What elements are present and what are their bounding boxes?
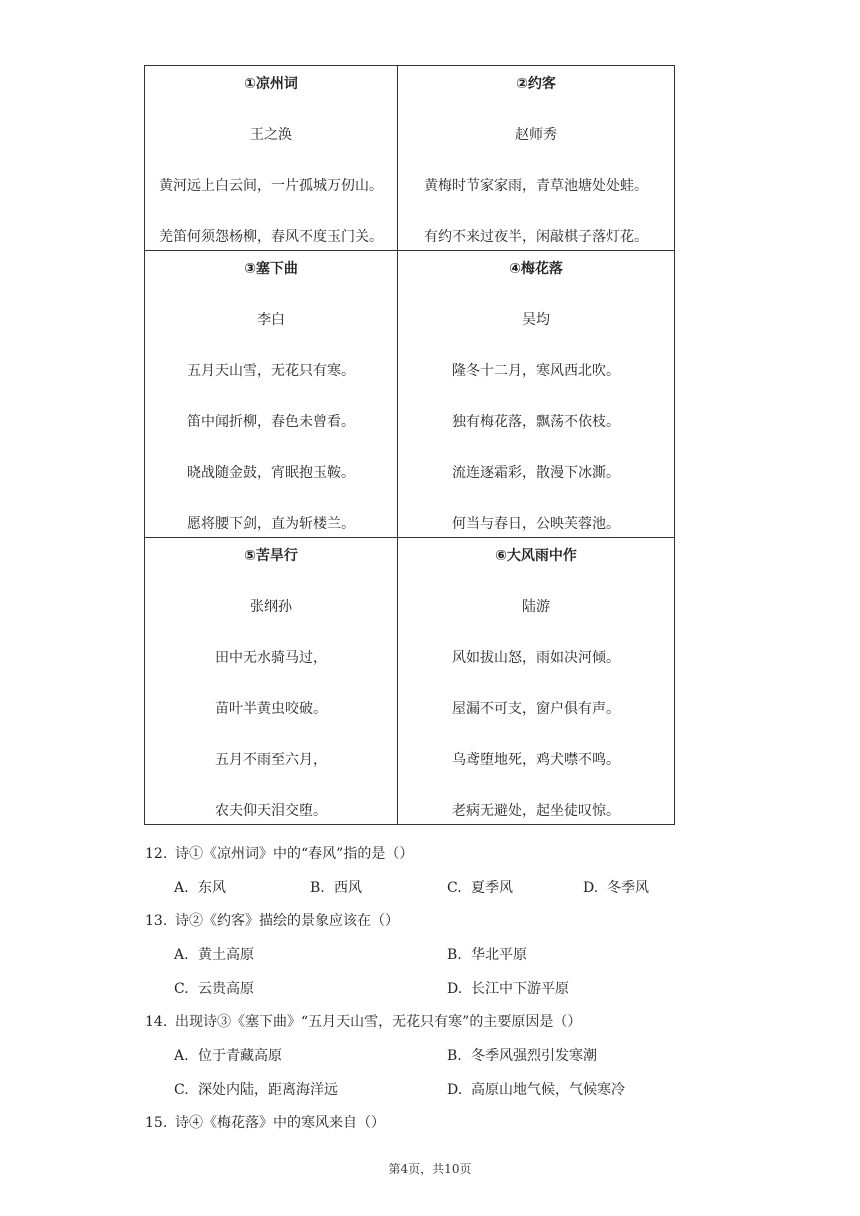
- poems-table: [144, 65, 675, 825]
- poem-line: 愿将腰下剑，直为斩楼兰。: [187, 516, 355, 532]
- question-text: 诗②《约客》描绘的景象应该在（）: [175, 913, 399, 929]
- option-c[interactable]: [447, 878, 513, 898]
- option-d[interactable]: [583, 878, 649, 898]
- option-text: 位于青藏高原: [198, 1048, 282, 1064]
- poem-cell-6: [398, 538, 675, 825]
- poem-line: 田中无水骑马过，: [215, 650, 327, 666]
- question-number: 12.: [145, 846, 168, 862]
- poem-line: 独有梅花落，飘荡不依枝。: [452, 414, 620, 430]
- option-letter: D.: [447, 1082, 463, 1098]
- poem-line: 流连逐霜彩，散漫下冰澌。: [452, 465, 620, 481]
- question-text: 诗④《梅花落》中的寒风来自（）: [175, 1115, 385, 1131]
- poem-line: 何当与春日，公映芙蓉池。: [452, 516, 620, 532]
- question-13: [145, 911, 399, 931]
- poem-title: ④梅花落: [509, 261, 563, 277]
- option-text: 华北平原: [471, 947, 527, 963]
- question-number: 15.: [145, 1115, 168, 1131]
- poem-line: 笛中闻折柳，春色未曾看。: [187, 414, 355, 430]
- poem-title: ⑥大风雨中作: [495, 548, 577, 564]
- poem-author: 赵师秀: [515, 127, 557, 143]
- question-number: 13.: [145, 913, 168, 929]
- poem-line: 黄河远上白云间，一片孤城万仞山。: [159, 178, 383, 194]
- option-text: 深处内陆，距离海洋远: [198, 1082, 338, 1098]
- poem-line: 屋漏不可支，窗户俱有声。: [452, 701, 620, 717]
- option-letter: C.: [447, 880, 462, 896]
- option-letter: A.: [174, 1048, 189, 1064]
- poem-title: ①凉州词: [244, 76, 298, 92]
- option-letter: D.: [583, 880, 599, 896]
- option-a[interactable]: [174, 945, 254, 965]
- poem-title: ②约客: [516, 76, 556, 92]
- question-text: 诗①《凉州词》中的“春风”指的是（）: [175, 846, 414, 862]
- poem-title: ⑤苦旱行: [244, 548, 298, 564]
- option-letter: A.: [174, 947, 189, 963]
- option-text: 夏季风: [471, 880, 513, 896]
- poem-line: 农夫仰天泪交堕。: [215, 803, 327, 819]
- poem-author: 陆游: [522, 599, 550, 615]
- option-text: 东风: [198, 880, 226, 896]
- option-letter: A.: [174, 880, 189, 896]
- page-footer: 第4页，共10页: [388, 1162, 472, 1176]
- poem-cell-3: [145, 251, 398, 538]
- question-12: [145, 844, 413, 864]
- poem-line: 五月不雨至六月，: [215, 752, 327, 768]
- poem-line: 隆冬十二月，寒风西北吹。: [452, 363, 620, 379]
- option-a[interactable]: [174, 878, 226, 898]
- option-text: 冬季风强烈引发寒潮: [471, 1048, 597, 1064]
- poem-author: 王之涣: [250, 127, 292, 143]
- poem-line: 风如拔山怒，雨如决河倾。: [452, 650, 620, 666]
- option-text: 云贵高原: [198, 981, 254, 997]
- option-letter: C.: [174, 1082, 189, 1098]
- option-letter: B.: [447, 1048, 462, 1064]
- option-letter: D.: [447, 981, 463, 997]
- option-d[interactable]: [447, 979, 569, 999]
- poem-line: 五月天山雪，无花只有寒。: [187, 363, 355, 379]
- option-letter: B.: [447, 947, 462, 963]
- option-a[interactable]: [174, 1046, 282, 1066]
- poem-author: 李白: [257, 312, 285, 328]
- poem-author: 张纲孙: [250, 599, 292, 615]
- question-text: 出现诗③《塞下曲》“五月天山雪，无花只有寒”的主要原因是（）: [175, 1014, 582, 1030]
- option-d[interactable]: [447, 1080, 625, 1100]
- poem-line: 晓战随金鼓，宵眠抱玉鞍。: [187, 465, 355, 481]
- poem-line: 有约不来过夜半，闲敲棋子落灯花。: [424, 229, 648, 245]
- poem-cell-2: [398, 66, 675, 251]
- option-c[interactable]: [174, 979, 254, 999]
- question-14: [145, 1012, 581, 1032]
- option-letter: C.: [174, 981, 189, 997]
- poem-line: 乌鸢堕地死，鸡犬噤不鸣。: [452, 752, 620, 768]
- option-b[interactable]: [447, 945, 527, 965]
- option-text: 高原山地气候，气候寒冷: [471, 1082, 625, 1098]
- poem-line: 老病无避处，起坐徒叹惊。: [452, 803, 620, 819]
- poem-line: 苗叶半黄虫咬破。: [215, 701, 327, 717]
- poem-cell-5: [145, 538, 398, 825]
- poem-cell-1: [145, 66, 398, 251]
- option-text: 西风: [334, 880, 362, 896]
- poem-line: 羌笛何须怨杨柳，春风不度玉门关。: [159, 229, 383, 245]
- option-b[interactable]: [310, 878, 362, 898]
- poem-line: 黄梅时节家家雨，青草池塘处处蛙。: [424, 178, 648, 194]
- question-number: 14.: [145, 1014, 168, 1030]
- poem-cell-4: [398, 251, 675, 538]
- option-b[interactable]: [447, 1046, 597, 1066]
- poem-author: 吴均: [522, 312, 550, 328]
- option-text: 黄土高原: [198, 947, 254, 963]
- poem-title: ③塞下曲: [244, 261, 298, 277]
- option-c[interactable]: [174, 1080, 338, 1100]
- option-letter: B.: [310, 880, 325, 896]
- option-text: 长江中下游平原: [471, 981, 569, 997]
- question-15: [145, 1113, 385, 1133]
- option-text: 冬季风: [607, 880, 649, 896]
